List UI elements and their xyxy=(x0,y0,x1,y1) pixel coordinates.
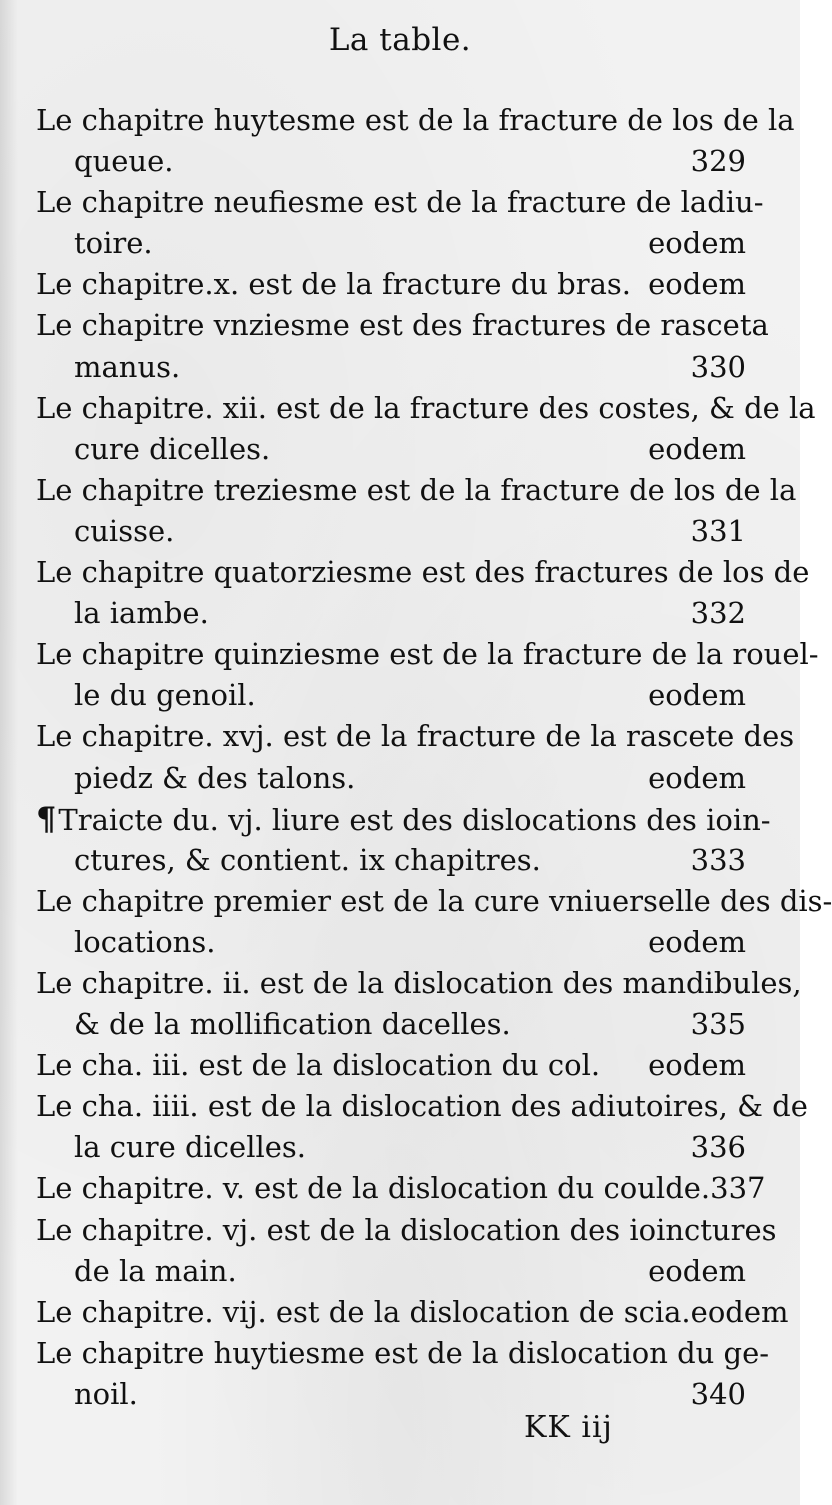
toc-entry xyxy=(36,963,802,1045)
toc-entry xyxy=(36,1086,808,1168)
toc-entry-line xyxy=(36,922,748,963)
toc-entry-text: Le chapitre. vij. est de la dislocation de scia. xyxy=(36,1294,691,1329)
toc-entry-text-wrap xyxy=(74,347,180,388)
toc-entry-text: Le cha. iii. est de la dislocation du col. xyxy=(36,1048,601,1083)
toc-entry xyxy=(36,305,769,387)
toc-entry-text-wrap xyxy=(36,391,816,425)
toc-entry-line xyxy=(36,963,802,1004)
toc-entry-text-wrap xyxy=(36,264,631,305)
toc-entry-text: Le chapitre. vj. est de la dislocation des ioinctures xyxy=(36,1212,777,1247)
toc-entry-text: Le chapitre huytiesme est de la dislocation du ge- xyxy=(36,1335,770,1370)
toc-page-ref: eodem xyxy=(648,678,746,713)
toc-page-ref: 340 xyxy=(690,1376,746,1411)
toc-entry-text-wrap xyxy=(74,922,215,963)
toc-entry-text-wrap xyxy=(36,1292,691,1333)
toc-entry-text-wrap xyxy=(74,223,153,264)
toc-entry-text-wrap xyxy=(36,799,771,838)
toc-entry-line xyxy=(36,1168,766,1209)
toc-entry-text: noil. xyxy=(74,1376,138,1411)
toc-entry-text: Traicte du. vj. liure est des dislocations des ioin- xyxy=(58,802,771,837)
toc-page-ref: 336 xyxy=(690,1130,746,1165)
toc-entry-line xyxy=(36,388,816,429)
toc-page-ref: 331 xyxy=(690,513,746,548)
toc-entry-text: Le chapitre. ii. est de la dislocation des mandibules, xyxy=(36,965,802,1000)
toc-page-ref: 332 xyxy=(690,596,746,631)
toc-page-ref: 335 xyxy=(690,1007,746,1042)
toc-entry-line xyxy=(36,1127,748,1168)
signature-mark: KK iij xyxy=(524,1410,613,1445)
toc-entry xyxy=(36,634,819,716)
toc-entry xyxy=(36,1292,789,1333)
toc-entry-line xyxy=(36,675,748,716)
toc-entry-text: Le chapitre vnziesme est des fractures de rasceta xyxy=(36,308,769,343)
toc-entry-text-wrap xyxy=(36,103,795,137)
toc-entry-text-wrap xyxy=(36,719,794,753)
toc-entry-text: le du genoil. xyxy=(74,678,256,713)
toc-entry-text: Le chapitre quinziesme est de la fracture de la rouel- xyxy=(36,637,819,672)
toc-entry-text-wrap xyxy=(74,1251,237,1292)
toc-entry-line xyxy=(36,1333,770,1374)
toc-entry-text: & de la mollification dacelles. xyxy=(74,1007,511,1042)
toc-entry xyxy=(36,1210,777,1292)
toc-entry-text-wrap xyxy=(36,966,802,1000)
toc-page-ref: eodem xyxy=(648,760,746,795)
toc-entry-text: la cure dicelles. xyxy=(74,1130,306,1165)
toc-entry-text-wrap xyxy=(36,884,832,918)
toc-page-ref: eodem xyxy=(648,1253,746,1288)
toc-entry-line xyxy=(36,470,797,511)
toc-page-ref: 333 xyxy=(690,842,746,877)
toc-entry-text: piedz & des talons. xyxy=(74,760,356,795)
toc-entry-text-wrap xyxy=(74,1127,306,1168)
toc-entry-line xyxy=(36,799,771,840)
toc-entry-text-wrap xyxy=(36,185,764,219)
toc-entry-line xyxy=(36,1045,748,1086)
toc-entry-line xyxy=(36,881,832,922)
toc-entry-text-wrap xyxy=(36,1168,710,1209)
toc-entry-line xyxy=(36,347,748,388)
toc-entry-line xyxy=(36,716,795,757)
toc-page-ref: eodem xyxy=(648,431,746,466)
toc-entry xyxy=(36,1045,748,1086)
toc-page-ref: eodem xyxy=(690,1294,789,1329)
toc-entry xyxy=(36,881,832,963)
toc-entry-line xyxy=(36,223,748,264)
toc-entry-text: Le chapitre premier est de la cure vniuerselle des dis- xyxy=(36,883,832,918)
toc-page-ref: 329 xyxy=(690,144,746,179)
toc-entry-line xyxy=(36,634,819,675)
toc-entry-text: Le cha. iiii. est de la dislocation des adiutoires, & de xyxy=(36,1089,808,1124)
toc-entry xyxy=(36,1333,770,1415)
toc-entry-line xyxy=(36,141,748,182)
toc-entry-text-wrap xyxy=(74,511,174,552)
toc-entry-text-wrap xyxy=(36,637,819,671)
toc-entry xyxy=(36,552,810,634)
toc-entry-text-wrap xyxy=(36,1045,600,1086)
toc-entry-text-wrap xyxy=(36,473,796,507)
toc-entry-line xyxy=(36,429,748,470)
toc-entry-text: Le chapitre huytesme est de la fracture de los de la xyxy=(36,103,795,137)
toc-entry-line xyxy=(36,511,748,552)
toc-entry-text: Le chapitre quatorziesme est des fractures de los de xyxy=(36,555,810,590)
toc-entry-text: Le chapitre neufiesme est de la fracture de ladiu- xyxy=(36,185,764,220)
toc-entry-text: la iambe. xyxy=(74,596,209,631)
table-of-contents xyxy=(36,100,832,1415)
toc-entry-text-wrap xyxy=(74,1374,138,1415)
toc-entry-text-wrap xyxy=(74,758,355,799)
toc-entry-text-wrap xyxy=(74,429,270,470)
toc-entry xyxy=(36,470,797,552)
toc-entry xyxy=(36,716,795,798)
toc-entry-line xyxy=(36,305,769,346)
toc-entry-line xyxy=(36,1004,748,1045)
toc-page-ref: 330 xyxy=(690,349,746,384)
toc-entry-text: Le chapitre. xii. est de la fracture des costes, & de la xyxy=(36,390,816,425)
toc-entry-text-wrap xyxy=(74,593,209,634)
toc-page-ref: eodem xyxy=(648,1048,746,1083)
toc-entry-text: cuisse. xyxy=(74,513,175,548)
toc-entry-line xyxy=(36,1292,789,1333)
toc-entry xyxy=(36,388,816,470)
toc-entry-text-wrap xyxy=(74,1004,511,1045)
toc-entry-text-wrap xyxy=(74,675,256,716)
toc-page-ref: eodem xyxy=(648,267,746,302)
running-head: La table. xyxy=(328,22,472,58)
toc-entry xyxy=(36,1168,766,1209)
toc-entry-line xyxy=(36,1251,748,1292)
toc-entry xyxy=(36,182,764,264)
toc-page-ref: 337 xyxy=(710,1171,766,1206)
toc-entry-text: queue. xyxy=(74,144,174,179)
toc-entry-text-wrap xyxy=(74,141,173,182)
toc-entry-text-wrap xyxy=(36,1089,808,1123)
toc-entry-line xyxy=(36,593,748,634)
toc-entry-line xyxy=(36,552,810,593)
toc-entry xyxy=(36,799,771,881)
toc-entry-text: Le chapitre.x. est de la fracture du bras. xyxy=(36,267,631,302)
toc-entry xyxy=(36,264,748,305)
toc-entry-text-wrap xyxy=(36,1213,777,1247)
toc-entry-line xyxy=(36,100,795,141)
toc-entry-line xyxy=(36,1210,777,1251)
toc-entry-text: Le chapitre. v. est de la dislocation du coulde. xyxy=(36,1171,711,1206)
toc-entry-text: Le chapitre treziesme est de la fracture de los de la xyxy=(36,472,797,507)
toc-entry xyxy=(36,100,795,182)
toc-entry-text: Le chapitre. xvj. est de la fracture de la rascete des xyxy=(36,719,795,754)
toc-entry-text: ctures, & contient. ix chapitres. xyxy=(74,842,541,877)
toc-entry-text-wrap xyxy=(36,555,809,589)
toc-entry-line xyxy=(36,1374,748,1415)
toc-entry-line xyxy=(36,1086,808,1127)
toc-entry-text-wrap xyxy=(74,840,541,881)
toc-entry-text: cure dicelles. xyxy=(74,431,271,466)
toc-page-ref: eodem xyxy=(648,924,746,959)
toc-entry-line xyxy=(36,758,748,799)
toc-page-ref: eodem xyxy=(648,226,746,261)
toc-entry-text: locations. xyxy=(74,924,216,959)
pilcrow-mark: ¶ xyxy=(36,799,57,838)
toc-entry-line xyxy=(36,840,748,881)
toc-entry-text: de la main. xyxy=(74,1253,237,1288)
toc-entry-text: toire. xyxy=(74,226,153,261)
toc-entry-line xyxy=(36,264,748,305)
page-edge-shadow xyxy=(0,0,18,1505)
toc-entry-text-wrap xyxy=(36,308,769,342)
toc-entry-line xyxy=(36,182,764,223)
toc-entry-text-wrap xyxy=(36,1336,769,1370)
toc-entry-text: manus. xyxy=(74,349,181,384)
